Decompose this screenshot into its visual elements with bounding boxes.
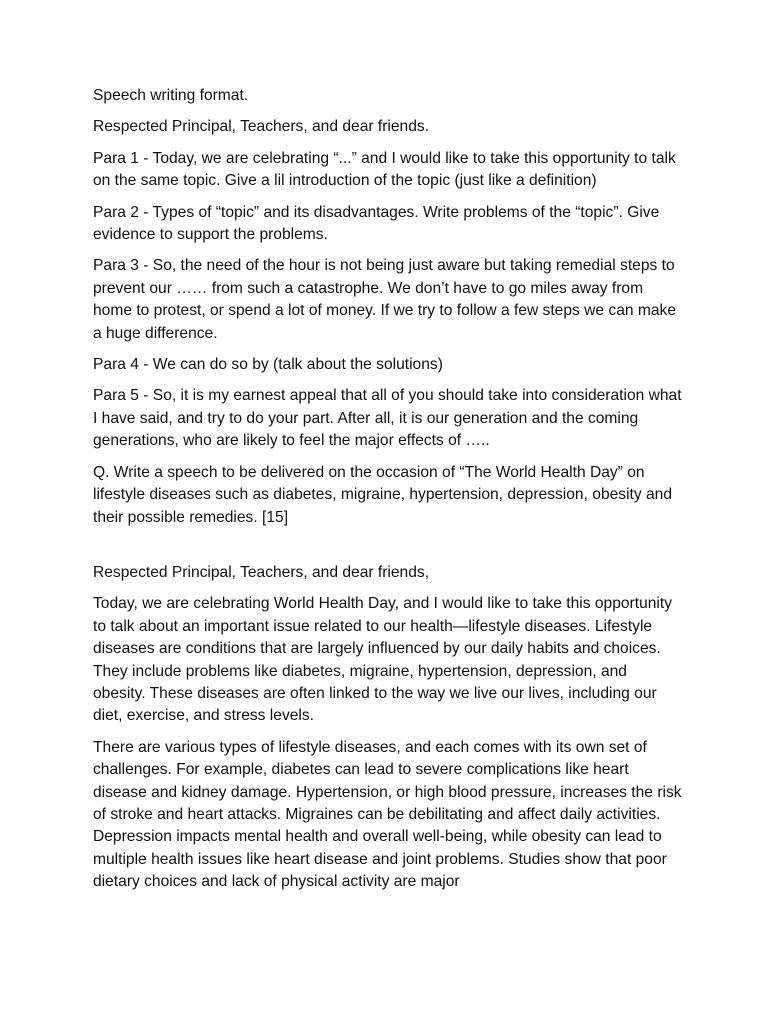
speech-para-2: There are various types of lifestyle diseases, and each comes with its own set of challenges. For example, diabetes can lead to severe complications like heart disease and kidney damage. Hypertension, or high blood pressure, increases the risk of stroke and heart attacks. Migraines can be debilitating and affect daily activities. Depression impacts mental health and overall well-being, while obesity can lead to multiple health issues like heart disease and joint problems. Studies show that poor dietary choices and lack of physical activity are major [93,738,682,891]
speech-greeting: Respected Principal, Teachers, and dear friends, [93,563,430,581]
question-text: Q. Write a speech to be delivered on the occasion of “The World Health Day” on lifestyle diseases such as diabetes, migraine, hypertension, depression, obesity and their possible remedies. [15] [93,463,673,526]
blank-line [93,538,683,562]
speech-para-1: Today, we are celebrating World Health Day, and I would like to take this opportunity to talk about an important issue related to our health—lifestyle diseases. Lifestyle diseases are conditions that are largely influenced by our daily habits and choices. They include problems like diabetes, migraine, hypertension, depression, and obesity. These diseases are often linked to the way we live our lives, including our diet, exercise, and stress levels. [93,595,673,725]
format-para-4: Para 4 - We can do so by (talk about the solutions) [93,356,443,374]
format-heading: Speech writing format. [93,87,249,104]
document-page [93,85,683,903]
format-greeting: Respected Principal, Teachers, and dear friends. [93,118,430,136]
format-para-5: Para 5 - So, it is my earnest appeal that all of you should take into consideration what I have said, and try to do your part. After all, it is our generation and the coming generations, who are likely to feel the major effects of ….. [93,387,682,450]
format-para-1: Para 1 - Today, we are celebrating “...” and I would like to take this opportunity to talk on the same topic. Give a lil introduction of the topic (just like a definition) [93,149,676,190]
format-para-3: Para 3 - So, the need of the hour is not being just aware but taking remedial steps to prevent our …… from such a catastrophe. We don’t have to go miles away from home to protest, or spend a lot of money. If we try to follow a few steps we can make a huge difference. [93,257,677,342]
format-para-2: Para 2 - Types of “topic” and its disadvantages. Write problems of the “topic”. Give evidence to support the problems. [93,203,660,244]
